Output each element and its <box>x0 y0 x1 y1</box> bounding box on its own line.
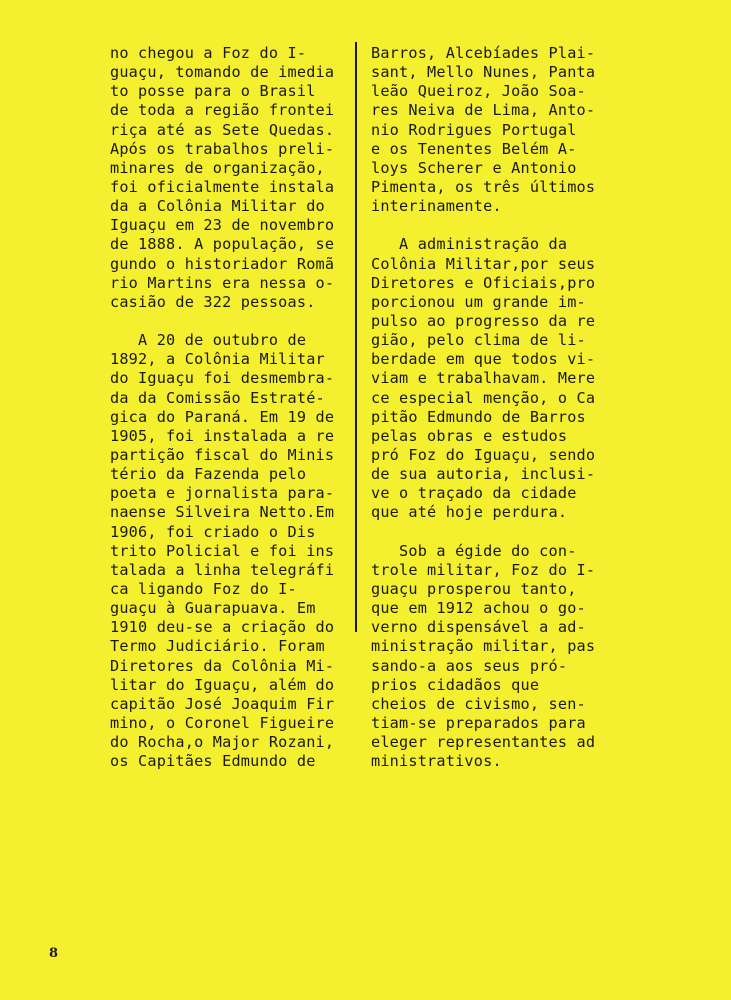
text-line: cheios de civismo, sen- <box>371 694 586 713</box>
text-line: 1905, foi instalada a re <box>110 426 335 445</box>
right-text-column <box>371 44 606 771</box>
text-line: casião de 322 pessoas. <box>110 292 316 311</box>
text-line: Iguaçu em 23 de novembro <box>110 216 335 235</box>
text-line: Diretores e Oficiais,pro <box>371 273 596 292</box>
text-line: guaçu prosperou tanto, <box>371 579 577 598</box>
text-line: Após os trabalhos preli- <box>110 139 335 158</box>
text-line: berdade em que todos vi- <box>371 350 596 369</box>
text-line: porcionou um grande im- <box>371 292 586 311</box>
column-divider <box>355 42 357 632</box>
text-line: Sob a égide do con- <box>371 541 577 560</box>
text-line: capitão José Joaquim Fir <box>110 694 335 713</box>
text-line: os Capitães Edmundo de <box>110 752 316 771</box>
text-line: foi oficialmente instala <box>110 177 335 196</box>
text-line: guaçu, tomando de imedia <box>110 63 335 82</box>
text-line: de sua autoria, inclusi- <box>371 465 596 484</box>
paragraph <box>110 44 340 312</box>
text-line: da da Comissão Estraté- <box>110 388 325 407</box>
text-line: que em 1912 achou o go- <box>371 599 586 618</box>
text-line: e os Tenentes Belém A- <box>371 139 577 158</box>
text-line: mino, o Coronel Figueire <box>110 713 335 732</box>
text-line: guaçu à Guarapuava. Em <box>110 599 316 618</box>
text-line: poeta e jornalista para- <box>110 484 335 503</box>
text-line: gião, pelo clima de li- <box>371 331 586 350</box>
text-line: res Neiva de Lima, Anto- <box>371 101 596 120</box>
paragraph <box>371 44 606 216</box>
text-line: ve o traçado da cidade <box>371 484 577 503</box>
text-line: ministrativos. <box>371 752 502 771</box>
text-line: pró Foz do Iguaçu, sendo <box>371 445 596 464</box>
text-line: trito Policial e foi ins <box>110 541 335 560</box>
text-line: leão Queiroz, João Soa- <box>371 82 586 101</box>
text-line: de toda a região frontei <box>110 101 335 120</box>
paragraph <box>371 235 606 522</box>
text-line: pitão Edmundo de Barros <box>371 407 586 426</box>
text-line: A 20 de outubro de <box>110 331 307 350</box>
text-line: loys Scherer e Antonio <box>371 158 577 177</box>
text-line: Diretores da Colônia Mi- <box>110 656 335 675</box>
text-line: eleger representantes ad <box>371 733 596 752</box>
text-line: ce especial menção, o Ca <box>371 388 596 407</box>
text-line: pelas obras e estudos <box>371 426 568 445</box>
text-line: minares de organização, <box>110 158 325 177</box>
text-line: Termo Judiciário. Foram <box>110 637 325 656</box>
text-line: 1906, foi criado o Dis <box>110 522 316 541</box>
text-line: nio Rodrigues Portugal <box>371 120 577 139</box>
text-line: partição fiscal do Minis <box>110 445 335 464</box>
text-line: de 1888. A população, se <box>110 235 335 254</box>
text-line: naense Silveira Netto.Em <box>110 503 335 522</box>
paragraph-gap <box>371 523 606 542</box>
text-line: A administração da <box>371 235 568 254</box>
text-line: no chegou a Foz do I- <box>110 44 307 62</box>
text-line: verno dispensável a ad- <box>371 618 586 637</box>
text-line: gica do Paraná. Em 19 de <box>110 407 335 426</box>
page-number: 8 <box>49 946 59 961</box>
text-line: do Rocha,o Major Rozani, <box>110 733 335 752</box>
text-line: pulso ao progresso da re <box>371 311 596 330</box>
text-line: tério da Fazenda pelo <box>110 465 307 484</box>
text-line: que até hoje perdura. <box>371 503 568 522</box>
text-line: 1892, a Colônia Militar <box>110 350 325 369</box>
paragraph-gap <box>110 312 340 331</box>
text-line: ministração militar, pas <box>371 637 596 656</box>
paragraph <box>371 542 606 772</box>
text-line: rio Martins era nessa o- <box>110 273 335 292</box>
text-line: ca ligando Foz do I- <box>110 579 297 598</box>
paragraph <box>110 331 340 771</box>
text-line: litar do Iguaçu, além do <box>110 675 335 694</box>
text-line: prios cidadãos que <box>371 675 540 694</box>
text-line: gundo o historiador Romã <box>110 254 335 273</box>
text-line: Pimenta, os três últimos <box>371 177 596 196</box>
text-line: Barros, Alcebíades Plai- <box>371 44 596 62</box>
text-line: riça até as Sete Quedas. <box>110 120 335 139</box>
text-line: tiam-se preparados para <box>371 713 586 732</box>
text-line: talada a linha telegráfi <box>110 560 335 579</box>
text-line: viam e trabalhavam. Mere <box>371 369 596 388</box>
text-line: sant, Mello Nunes, Panta <box>371 63 596 82</box>
text-line: da a Colônia Militar do <box>110 197 325 216</box>
text-line: interinamente. <box>371 197 502 216</box>
left-text-column <box>110 44 340 771</box>
text-line: 1910 deu-se a criação do <box>110 618 335 637</box>
text-line: to posse para o Brasil <box>110 82 316 101</box>
paragraph-gap <box>371 216 606 235</box>
text-line: Colônia Militar,por seus <box>371 254 596 273</box>
text-line: do Iguaçu foi desmembra- <box>110 369 335 388</box>
text-line: sando-a aos seus pró- <box>371 656 568 675</box>
text-line: trole militar, Foz do I- <box>371 560 596 579</box>
